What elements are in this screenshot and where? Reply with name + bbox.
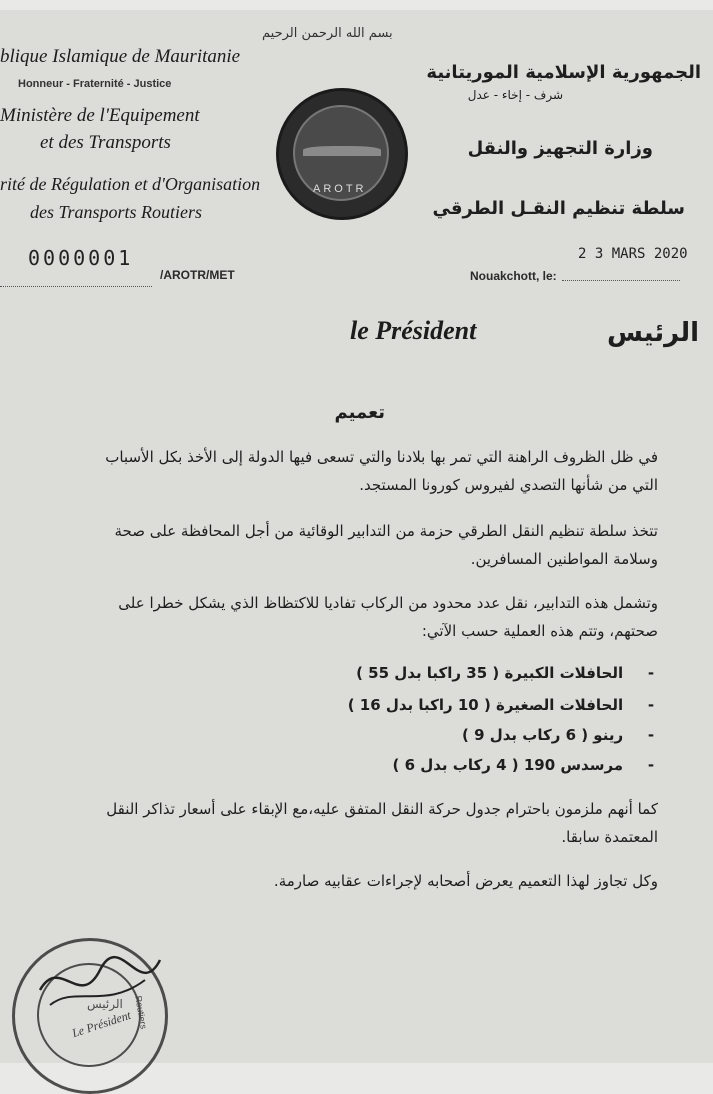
document-subject: تعميم: [334, 402, 385, 423]
arotr-logo: [276, 88, 408, 220]
stamp-side-text: Routiers: [133, 995, 149, 1030]
fr-authority-line2: des Transports Routiers: [30, 202, 203, 222]
fr-ministry-line1: Ministère de l'Equipement: [0, 105, 200, 126]
place-label: Nouakchott, le:: [470, 269, 557, 283]
fr-motto: Honneur - Fraternité - Justice: [18, 78, 172, 90]
ar-authority: سلطة تنظيم النقـل الطرقي: [432, 198, 685, 219]
stamp-fr-text: Le Président: [70, 1007, 133, 1041]
president-title-fr: le Président: [350, 316, 477, 345]
paragraph-1-line-1: في ظل الظروف الراهنة التي تمر بها بلادنا والتي تسعى فيها الدولة إلى الأخذ بكل الأسباب: [105, 448, 658, 466]
ar-motto: شرف - إخاء - عدل: [467, 88, 563, 102]
list-item: - مرسدس 190 ( 4 ركاب بدل 6 ): [392, 756, 655, 774]
reference-number: 0000001: [28, 246, 134, 270]
fr-republic-name: blique Islamique de Mauritanie: [0, 46, 241, 67]
logo-text: AROTR: [313, 183, 367, 195]
reference-dotline: [0, 268, 152, 287]
paragraph-3-line-2: صحتهم، وتتم هذه العملية حسب الآتي:: [421, 622, 658, 640]
fr-ministry-line2: et des Transports: [40, 132, 171, 153]
document-page: [0, 10, 713, 1063]
list-item: - الحافلات الصغيرة ( 10 راكبا بدل 16 ): [347, 696, 655, 714]
document-date: 2 3 MARS 2020: [578, 246, 688, 262]
ar-republic-name: الجمهورية الإسلامية الموريتانية: [426, 62, 701, 83]
bismillah: بسم الله الرحمن الرحيم: [262, 26, 393, 41]
list-item: - الحافلات الكبيرة ( 35 راكبا بدل 55 ): [356, 664, 655, 682]
paragraph-3-line-1: وتشمل هذه التدابير، نقل عدد محدود من الركاب تفاديا للاكتظاظ الذي يشكل خطرا على: [118, 594, 658, 612]
paragraph-2-line-1: تتخذ سلطة تنظيم النقل الطرقي حزمة من التدابير الوقائية من أجل المحافظة على صحة: [114, 522, 658, 540]
signature-scribble: [30, 950, 170, 1020]
president-title-ar: الرئيس: [607, 318, 699, 348]
fr-authority-line1: rité de Régulation et d'Organisation: [0, 174, 261, 194]
paragraph-4-line-1: كما أنهم ملزمون باحترام جدول حركة النقل المتفق عليه،مع الإبقاء على أسعار تذاكر النقل: [106, 800, 658, 818]
paragraph-4-line-2: المعتمدة سابقا.: [561, 828, 658, 846]
stamp-ar-text: الرئيس: [87, 997, 123, 1011]
paragraph-1-line-2: التي من شأنها التصدي لفيروس كورونا المستجد.: [359, 476, 658, 494]
paragraph-5-line-1: وكل تجاوز لهذا التعميم يعرض أصحابه لإجراءات عقابيه صارمة.: [273, 872, 658, 890]
paragraph-2-line-2: وسلامة المواطنين المسافرين.: [470, 550, 658, 568]
date-dotline: [562, 268, 680, 281]
ar-ministry: وزارة التجهيز والنقل: [467, 138, 653, 159]
reference-suffix: /AROTR/MET: [160, 268, 235, 282]
list-item: - رينو ( 6 ركاب بدل 9 ): [462, 726, 655, 744]
